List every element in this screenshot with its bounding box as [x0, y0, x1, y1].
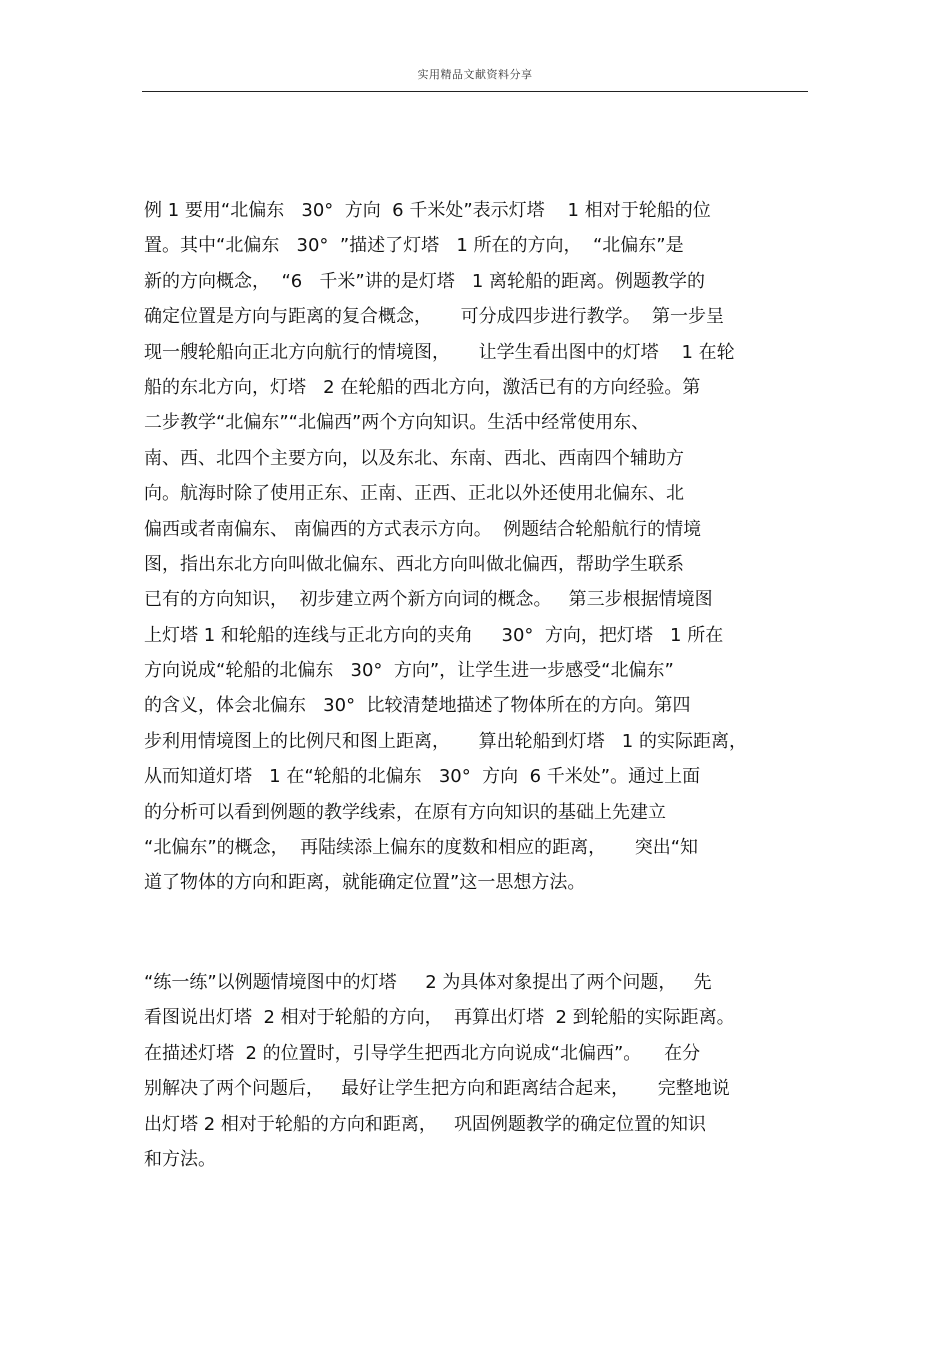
text-line: “北偏东”的概念， 再陆续添上偏东的度数和相应的距离， 突出“知	[144, 837, 699, 859]
text-line: 新的方向概念， “6 千米”讲的是灯塔 1 离轮船的距离。例题教学的	[144, 270, 706, 292]
text-line: 看图说出灯塔 2 相对于轮船的方向， 再算出灯塔 2 到轮船的实际距离。	[144, 1007, 735, 1029]
text-line: 二步教学“北偏东”“北偏西”两个方向知识。生活中经常使用东、	[144, 412, 650, 434]
text-line: 的含义，体会北偏东 30° 比较清楚地描述了物体所在的方向。第四	[144, 695, 691, 717]
text-line: 从而知道灯塔 1 在“轮船的北偏东 30° 方向 6 千米处”。通过上面	[144, 766, 701, 788]
text-line: 上灯塔 1 和轮船的连线与正北方向的夹角 30° 方向，把灯塔 1 所在	[144, 624, 724, 646]
text-line: 和方法。	[144, 1148, 216, 1170]
text-line: 偏西或者南偏东、 南偏西的方式表示方向。 例题结合轮船航行的情境	[144, 518, 702, 540]
text-line: 别解决了两个问题后， 最好让学生把方向和距离结合起来， 完整地说	[144, 1078, 730, 1100]
header-divider	[142, 91, 808, 92]
text-line: 确定位置是方向与距离的复合概念， 可分成四步进行教学。 第一步呈	[144, 306, 725, 328]
text-line: 步利用情境图上的比例尺和图上距离， 算出轮船到灯塔 1 的实际距离，	[144, 730, 747, 752]
text-line: 方向说成“轮船的北偏东 30° 方向”，让学生进一步感受“北偏东”	[144, 660, 674, 682]
text-line: 图，指出东北方向叫做北偏东、西北方向叫做北偏西，帮助学生联系	[144, 553, 684, 575]
text-line: 南、西、北四个主要方向，以及东北、东南、西北、西南四个辅助方	[144, 447, 684, 469]
text-line: 向。航海时除了使用正东、正南、正西、正北以外还使用北偏东、北	[144, 483, 684, 505]
text-line: 船的东北方向，灯塔 2 在轮船的西北方向，激活已有的方向经验。第	[144, 376, 701, 398]
text-line: 的分析可以看到例题的教学线索，在原有方向知识的基础上先建立	[144, 801, 666, 823]
paragraph-practice	[144, 965, 810, 1177]
text-line: 出灯塔 2 相对于轮船的方向和距离， 巩固例题教学的确定位置的知识	[144, 1113, 707, 1135]
text-line: 置。其中“北偏东 30° ”描述了灯塔 1 所在的方向， “北偏东”是	[144, 235, 684, 257]
running-header: 实用精品文献资料分享	[417, 68, 533, 81]
text-line: 例 1 要用“北偏东 30° 方向 6 千米处”表示灯塔 1 相对于轮船的位	[144, 200, 711, 221]
paragraph-example-1	[144, 193, 810, 901]
text-line: 道了物体的方向和距离，就能确定位置”这一思想方法。	[144, 872, 586, 894]
text-line: 在描述灯塔 2 的位置时，引导学生把西北方向说成“北偏西”。 在分	[144, 1042, 701, 1064]
text-line: 现一艘轮船向正北方向航行的情境图， 让学生看出图中的灯塔 1 在轮	[144, 341, 735, 363]
text-line: 已有的方向知识， 初步建立两个新方向词的概念。 第三步根据情境图	[144, 589, 713, 611]
text-line: “练一练”以例题情境图中的灯塔 2 为具体对象提出了两个问题， 先	[144, 972, 712, 993]
